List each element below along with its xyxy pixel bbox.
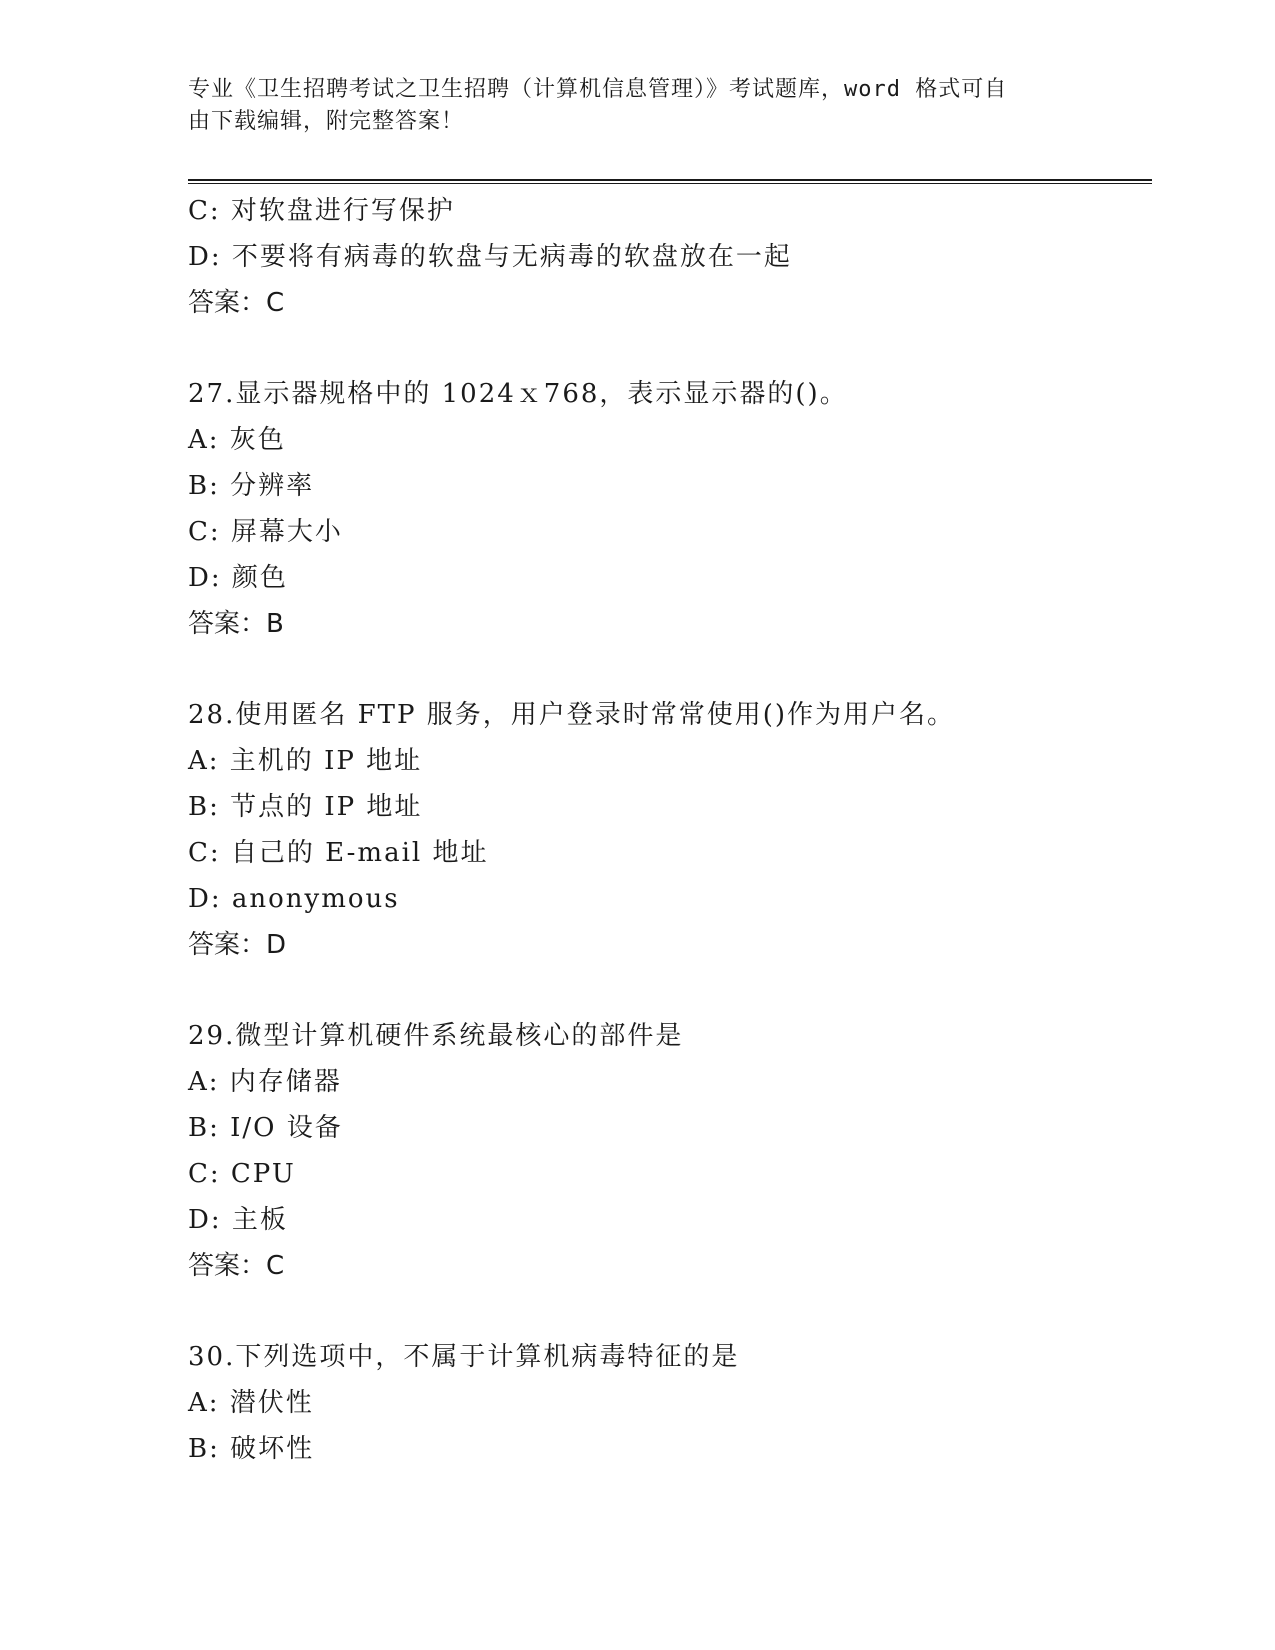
answer-line: 答案：D	[188, 930, 287, 960]
option-a: A: 主机的 IP 地址	[188, 746, 423, 776]
question-list	[188, 188, 1148, 1472]
option-b: B: 分辨率	[188, 471, 315, 501]
option-d: D: 颜色	[188, 563, 288, 593]
option-d: D: 不要将有病毒的软盘与无病毒的软盘放在一起	[188, 242, 792, 272]
document-header	[188, 74, 1068, 138]
option-a: A: 潜伏性	[188, 1388, 314, 1418]
header-line-2: 由下载编辑，附完整答案！	[188, 109, 465, 134]
question-29	[188, 1013, 1148, 1289]
option-c: C: 屏幕大小	[188, 517, 343, 547]
option-c: C: CPU	[188, 1159, 296, 1189]
question-27	[188, 371, 1148, 647]
header-line-1: 专业《卫生招聘考试之卫生招聘（计算机信息管理）》考试题库，word 格式可自	[188, 77, 1008, 102]
question-text: 28.使用匿名 FTP 服务，用户登录时常常使用()作为用户名。	[188, 700, 956, 730]
answer-line: 答案：B	[188, 609, 284, 639]
option-b: B: I/O 设备	[188, 1113, 343, 1143]
question-text: 27.显示器规格中的 1024ｘ768，表示显示器的()。	[188, 379, 848, 409]
question-30	[188, 1334, 1148, 1472]
answer-line: 答案：C	[188, 288, 285, 318]
question-text: 29.微型计算机硬件系统最核心的部件是	[188, 1021, 684, 1051]
option-c: C: 对软盘进行写保护	[188, 196, 455, 226]
option-d: D: anonymous	[188, 884, 400, 914]
question-text: 30.下列选项中，不属于计算机病毒特征的是	[188, 1342, 740, 1372]
option-b: B: 节点的 IP 地址	[188, 792, 423, 822]
header-divider-thick	[188, 179, 1152, 181]
option-d: D: 主板	[188, 1205, 288, 1235]
question-26-continued	[188, 188, 1148, 326]
option-a: A: 内存储器	[188, 1067, 342, 1097]
answer-line: 答案：C	[188, 1251, 285, 1281]
option-c: C: 自己的 E-mail 地址	[188, 838, 489, 868]
question-28	[188, 692, 1148, 968]
option-b: B: 破坏性	[188, 1434, 315, 1464]
header-divider-thin	[188, 183, 1152, 184]
option-a: A: 灰色	[188, 425, 286, 455]
